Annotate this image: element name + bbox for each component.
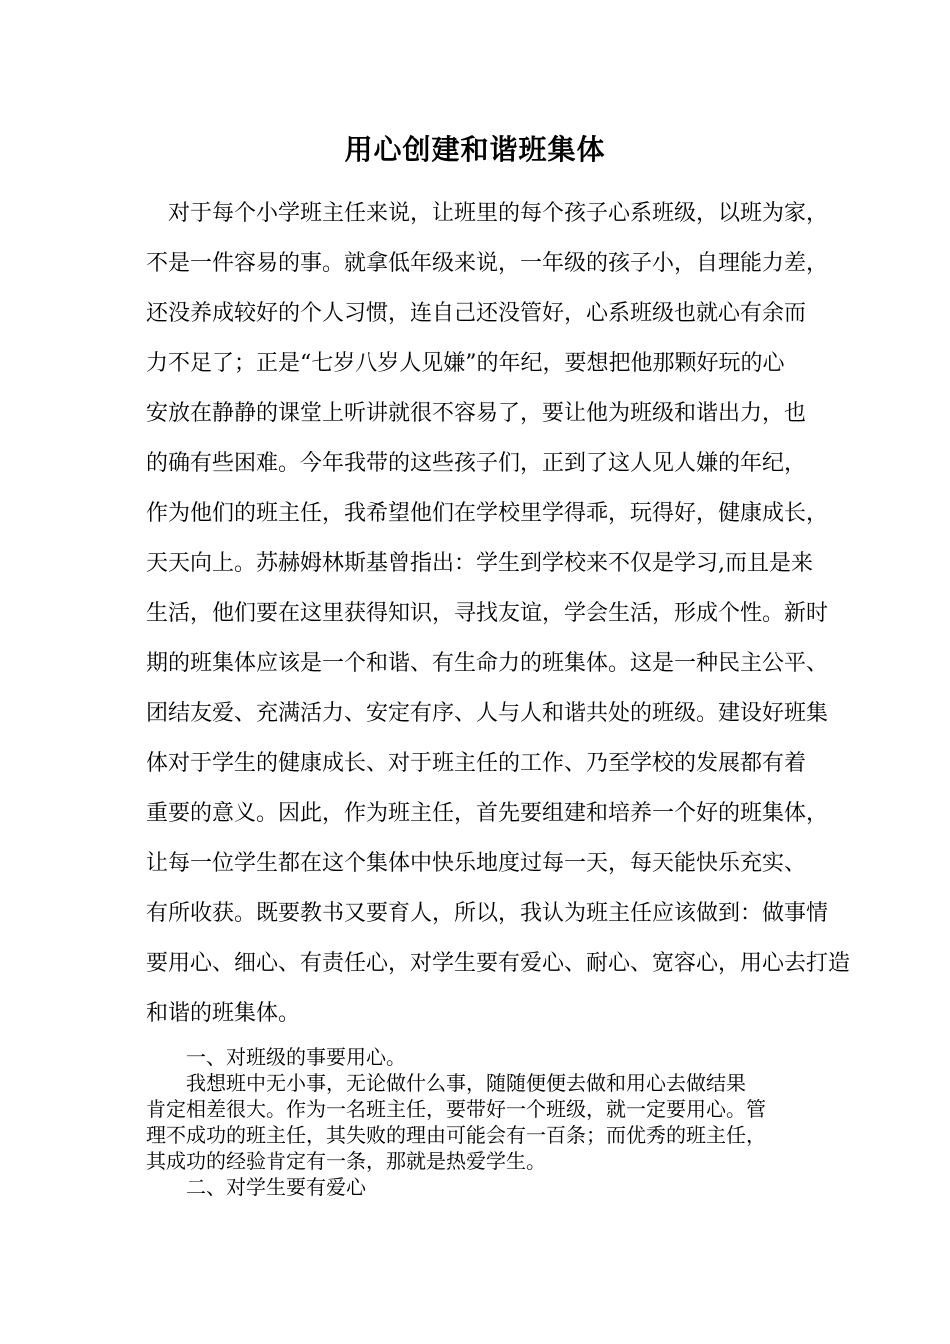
text-line: 生活，他们要在这里获得知识，寻找友谊，学会生活，形成个性。新时 [146,601,829,626]
text-line: 要用心、细心、有责任心，对学生要有爱心、耐心、宽容心，用心去打造 [146,951,851,976]
text-line: 对于每个小学班主任来说，让班里的每个孩子心系班级，以班为家， [146,201,829,226]
text-line: 力不足了；正是“七岁八岁人见嫌”的年纪，要想把他那颗好玩的心 [146,351,785,376]
section-heading: 一、对班级的事要用心。 [146,1045,406,1069]
intro-paragraph [146,196,851,1046]
text-line: 期的班集体应该是一个和谐、有生命力的班集体。这是一种民主公平、 [146,651,829,676]
text-line: 让每一位学生都在这个集体中快乐地度过每一天，每天能快乐充实、 [146,851,807,876]
text-line: 的确有些困难。今年我带的这些孩子们，正到了这人见人嫌的年纪， [146,451,807,476]
text-line: 肯定相差很大。作为一名班主任，要带好一个班级，就一定要用心。管 [146,1097,766,1121]
text-line: 重要的意义。因此，作为班主任，首先要组建和培养一个好的班集体， [146,801,829,826]
text-line: 其成功的经验肯定有一条，那就是热爱学生。 [146,1149,546,1173]
text-line: 天天向上。苏赫姆林斯基曾指出：学生到学校来不仅是学习,而且是来 [146,551,813,576]
text-line: 安放在静静的课堂上听讲就很不容易了，要让他为班级和谐出力，也 [146,401,807,426]
text-line: 我想班中无小事，无论做什么事，随随便便去做和用心去做结果 [146,1071,746,1095]
text-line: 和谐的班集体。 [146,1001,301,1026]
document-title: 用心创建和谐班集体 [344,133,606,166]
text-line: 理不成功的班主任，其失败的理由可能会有一百条；而优秀的班主任， [146,1123,766,1147]
text-line: 还没养成较好的个人习惯，连自己还没管好，心系班级也就心有余而 [146,301,807,326]
text-line: 作为他们的班主任，我希望他们在学校里学得乖，玩得好，健康成长， [146,501,829,526]
text-line: 不是一件容易的事。就拿低年级来说，一年级的孩子小，自理能力差， [146,251,829,276]
section-heading: 二、对学生要有爱心 [146,1175,366,1199]
text-line: 有所收获。既要教书又要育人，所以，我认为班主任应该做到：做事情 [146,901,829,926]
text-line: 团结友爱、充满活力、安定有序、人与人和谐共处的班级。建设好班集 [146,701,829,726]
text-line: 体对于学生的健康成长、对于班主任的工作、乃至学校的发展都有着 [146,751,807,776]
section-one [146,1044,826,1200]
